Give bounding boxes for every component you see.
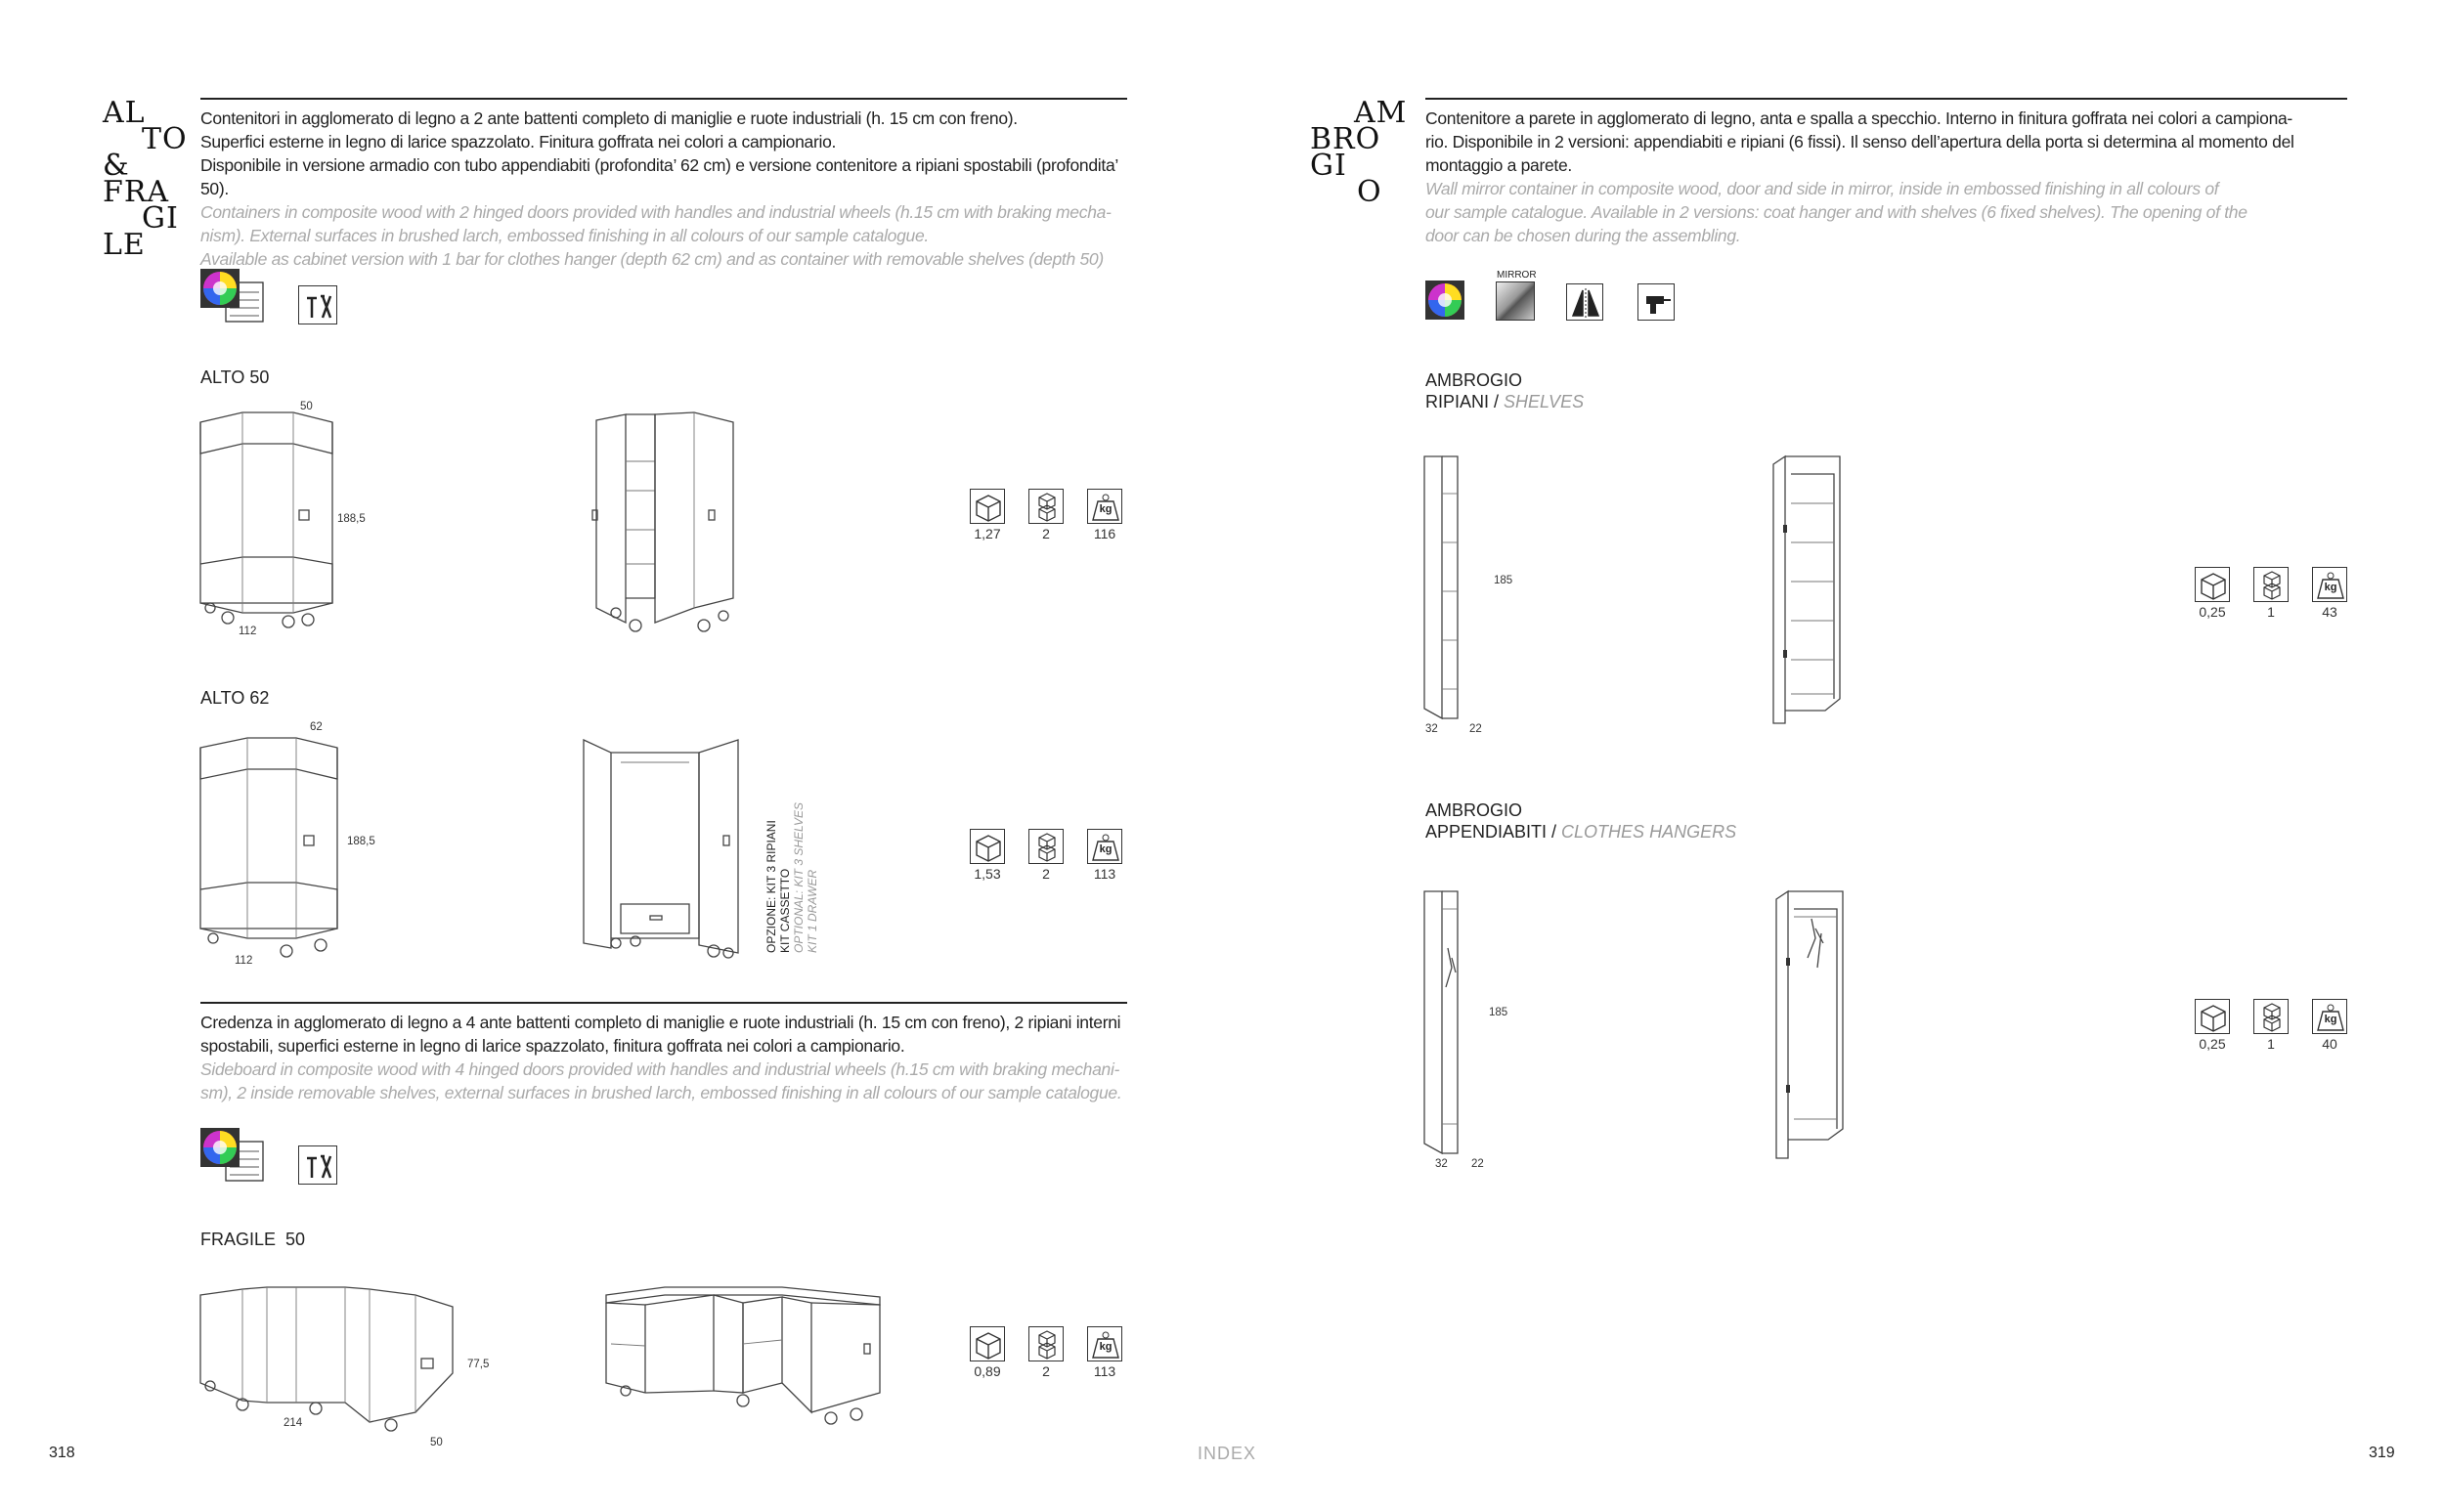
logo-line: AL <box>103 96 146 130</box>
volume-cube-icon <box>2195 999 2230 1034</box>
dimension-height: 188,5 <box>347 836 375 847</box>
logo-line: BRO <box>1310 122 1381 156</box>
drill-icon <box>1637 283 1675 321</box>
product-title-ambrogio-shelves: AMBROGIO RIPIANI / SHELVES <box>1425 370 1585 411</box>
packages-icon <box>1028 489 1064 524</box>
product-title-fragile-50: FRAGILE 50 <box>200 1230 306 1249</box>
logo-line: GI <box>1310 149 1347 183</box>
ambrogio-shelves-front-drawing <box>1422 454 1481 728</box>
logo-line: TO <box>142 122 188 156</box>
logo-line: LE <box>103 228 146 262</box>
ambrogio-logo <box>1310 96 1408 209</box>
kg-label: kg <box>1099 843 1113 855</box>
alto-62-options: OPZIONE: KIT 3 RIPIANI KIT CASSETTO OPTIONAL: KIT 3 SHELVES KIT 1 DRAWER <box>764 801 819 953</box>
packages-icon <box>1028 1326 1064 1361</box>
alto-50-open-drawing <box>587 412 743 637</box>
product-title-alto-50: ALTO 50 <box>200 367 270 387</box>
dimension-height: 185 <box>1489 1007 1508 1018</box>
weight-value: 116 <box>1093 526 1116 541</box>
credenza-description: Credenza in agglomerato di legno a 4 ante battenti completo di maniglie e ruote industriali (h. 15 cm con freno), 2 ripiani interni spostabili, superfici esterne in legno di larice spazzolato, finitura goffrata nei colori a campionario. Sideboard in composite wood with 4 hinged doors provided with handles and industrial wheels (h.15 cm with braking mechani- sm), 2 inside removable shelves, external surfaces in brushed larch, embossed finishing in all colours of our sample catalogue. <box>200 1013 1122 1102</box>
dimension-depth: 22 <box>1471 1158 1484 1170</box>
dimension-height: 185 <box>1494 575 1513 586</box>
dimension-depth: 50 <box>430 1437 443 1448</box>
door-opening-icon <box>1566 283 1603 321</box>
section-rule <box>200 98 1127 100</box>
dimension-depth: 22 <box>1469 723 1482 735</box>
alto-fragile-logo <box>103 96 188 262</box>
packages-icon <box>2253 999 2289 1034</box>
ambrogio-hangers-open-drawing <box>1774 889 1853 1163</box>
dimension-width: 214 <box>284 1417 303 1429</box>
weight-value: 113 <box>1093 1363 1116 1379</box>
color-swatch-icon <box>200 1128 265 1185</box>
volume-cube-icon <box>970 829 1005 864</box>
packages-value: 2 <box>1042 526 1050 541</box>
ambrogio-description: Contenitore a parete in agglomerato di legno, anta e spalla a specchio. Interno in finitura goffrata nei colori a campiona- rio. Disponibile in 2 versioni: appendiabiti e ripiani (6 fissi). Il senso dell’apertura della porta si determina al momento del montaggio a parete. Wall mirror container in composite wood, door and side in mirror, inside in embossed finishing in all colours of our sample catalogue. Available in 2 versions: coat hanger and with shelves (6 fixed shelves). The opening of the door can be chosen during the assembling. <box>1425 108 2294 245</box>
volume-cube-icon <box>970 489 1005 524</box>
volume-value: 1,53 <box>974 866 1001 882</box>
volume-value: 0,25 <box>2199 604 2226 620</box>
fragile-50-front-drawing <box>198 1285 462 1432</box>
kg-label: kg <box>2324 582 2337 593</box>
dimension-width: 112 <box>235 955 253 967</box>
page-number-right: 319 <box>2369 1445 2395 1461</box>
alto-50-front-drawing <box>198 412 335 637</box>
dimension-depth: 50 <box>300 401 313 412</box>
dimension-height: 188,5 <box>337 513 366 525</box>
mirror-icon <box>1496 281 1535 321</box>
logo-line: FRA <box>103 175 170 209</box>
volume-cube-icon <box>2195 567 2230 602</box>
section-rule <box>200 1002 1127 1004</box>
packages-icon <box>2253 567 2289 602</box>
weight-icon <box>1087 1326 1122 1361</box>
dimension-width: 32 <box>1435 1158 1448 1170</box>
weight-icon <box>2312 567 2347 602</box>
weight-icon <box>1087 489 1122 524</box>
index-link[interactable]: INDEX <box>1198 1444 1257 1463</box>
weight-value: 43 <box>2322 604 2337 620</box>
section-rule <box>1425 98 2347 100</box>
volume-cube-icon <box>970 1326 1005 1361</box>
volume-value: 0,25 <box>2199 1036 2226 1052</box>
fragile-50-open-drawing <box>587 1285 890 1432</box>
alto-fragile-description: Contenitori in agglomerato di legno a 2 ante battenti completo di maniglie e ruote industriali (h. 15 cm con freno). Superfici esterne in legno di larice spazzolato. Finitura goffrata nei colori a campionario. Disponibile in versione armadio con tubo appendiabiti (profondita’ 62 cm) e versione contenitore a ripiani spostabili (profondita’ 50). Containers in composite wood with 2 hinged doors provided with handles and industrial wheels (h.15 cm with braking mecha- nism). External surfaces in brushed larch, embossed finishing in all colours of our sample catalogue. Available as cabinet version with 1 bar for clothes hanger (depth 62 cm) and as container with removable shelves (depth 50) <box>200 108 1118 269</box>
ambrogio-shelves-open-drawing <box>1771 454 1850 728</box>
weight-icon <box>1087 829 1122 864</box>
logo-line: & <box>103 149 130 183</box>
color-swatch-icon <box>200 269 265 325</box>
packages-value: 1 <box>2267 604 2275 620</box>
tools-icon <box>298 285 337 324</box>
kg-label: kg <box>1099 1341 1113 1353</box>
ambrogio-hangers-front-drawing <box>1422 889 1481 1163</box>
kg-label: kg <box>1099 503 1113 515</box>
product-title-alto-62: ALTO 62 <box>200 688 270 708</box>
packages-icon <box>1028 829 1064 864</box>
packages-value: 2 <box>1042 1363 1050 1379</box>
packages-value: 2 <box>1042 866 1050 882</box>
tools-icon <box>298 1145 337 1185</box>
weight-value: 40 <box>2322 1036 2337 1052</box>
logo-line: GI <box>142 201 179 236</box>
color-wheel-icon <box>1425 281 1464 320</box>
volume-value: 0,89 <box>974 1363 1001 1379</box>
alto-62-front-drawing <box>198 738 345 963</box>
product-title-ambrogio-hangers: AMBROGIO APPENDIABITI / CLOTHES HANGERS <box>1425 800 1737 842</box>
page-number-left: 318 <box>49 1445 75 1461</box>
dimension-depth: 62 <box>310 721 323 733</box>
packages-value: 1 <box>2267 1036 2275 1052</box>
dimension-width: 32 <box>1425 723 1438 735</box>
kg-label: kg <box>2324 1014 2337 1025</box>
dimension-width: 112 <box>239 626 257 637</box>
logo-line: AM <box>1354 96 1408 130</box>
mirror-label: MIRROR <box>1497 270 1537 281</box>
weight-value: 113 <box>1093 866 1116 882</box>
alto-62-open-drawing <box>582 738 758 963</box>
weight-icon <box>2312 999 2347 1034</box>
logo-line: O <box>1357 175 1382 209</box>
dimension-height: 77,5 <box>467 1359 490 1370</box>
volume-value: 1,27 <box>974 526 1001 541</box>
